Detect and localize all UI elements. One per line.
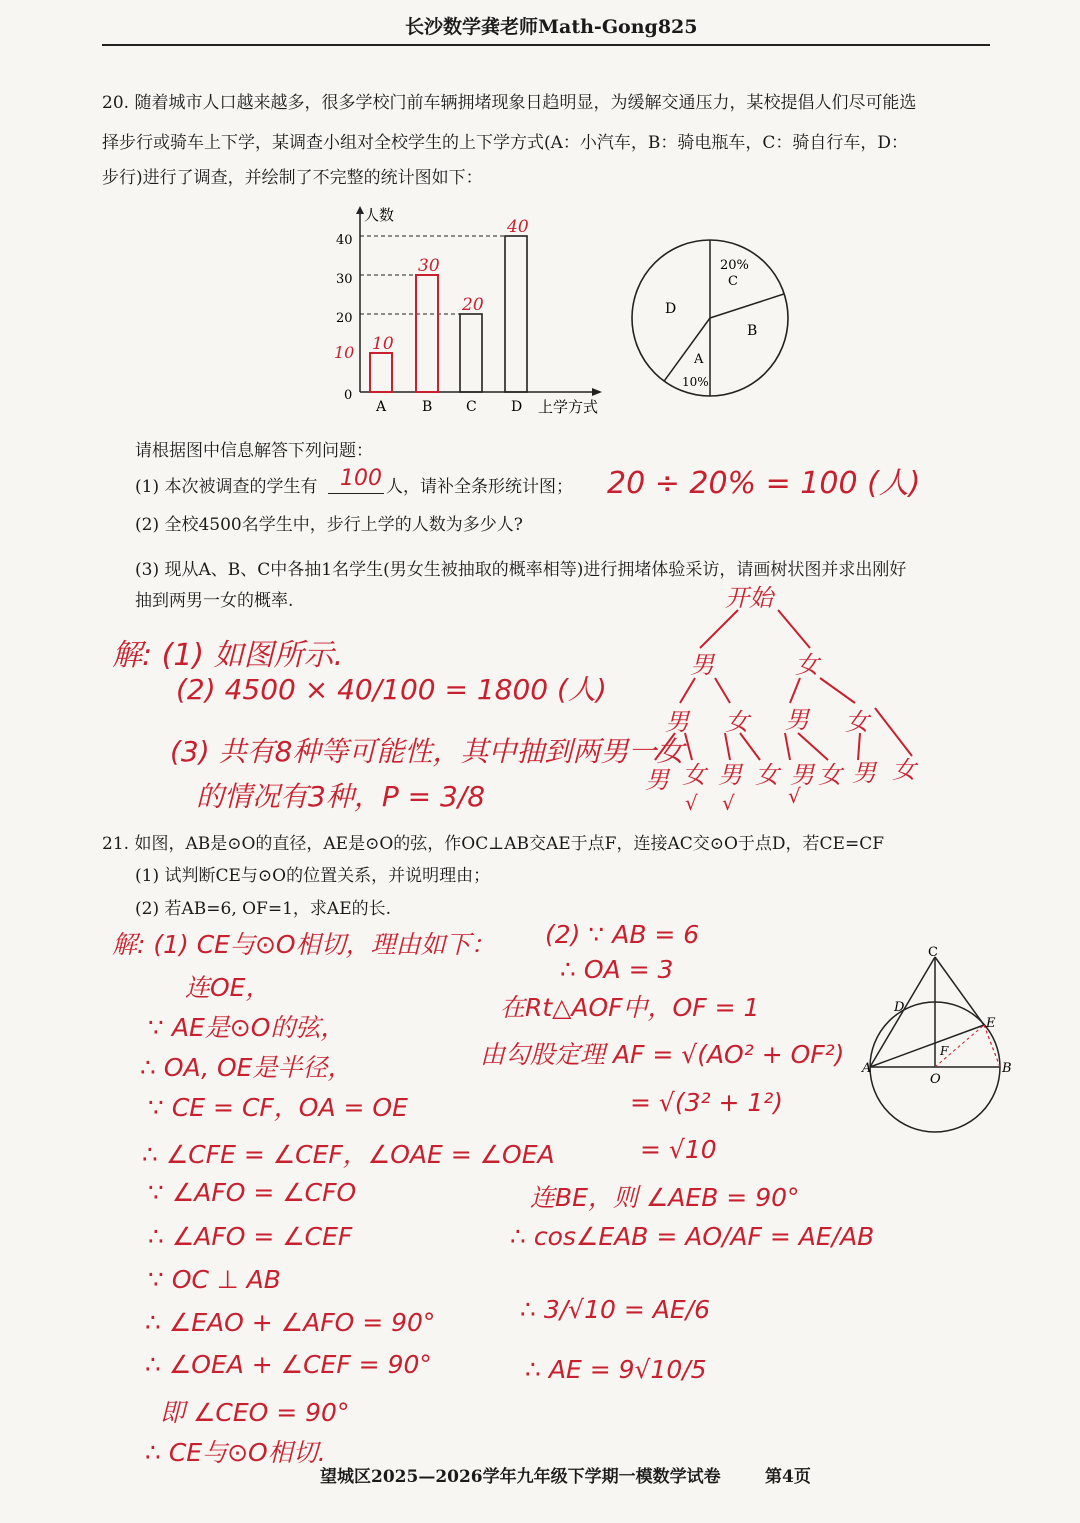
- q20-blank-answer: 100: [340, 466, 382, 491]
- page-header-title: 长沙数学龚老师Math-Gong825: [405, 16, 698, 38]
- q20-sol2: (2) 4500 × 40/100 = 1800 (人): [176, 673, 607, 706]
- q21-right-line: ∴ cos∠EAB = AO/AF = AE/AB: [510, 1222, 875, 1251]
- q21-right-line: ∴ AE = 9√10/5: [525, 1355, 707, 1384]
- tree-l3-7: 女: [892, 756, 916, 784]
- tree-l1-0: 男: [690, 651, 714, 679]
- pie-label-c-percent: 20%: [720, 258, 749, 273]
- fig-label-c: C: [928, 945, 938, 960]
- bar-value-label: 40: [507, 217, 529, 237]
- q20-sol3a: (3) 共有8种等可能性，其中抽到两男一女: [170, 735, 685, 768]
- q21-left-line: ∵ ∠AFO = ∠CFO: [148, 1178, 357, 1207]
- q21-right-line: 由勾股定理 AF = √(AO² + OF²): [480, 1040, 845, 1069]
- pie-label-c: C: [728, 274, 738, 289]
- q20-calc: 20 ÷ 20% = 100 (人): [607, 466, 921, 501]
- q21-right-line: = √10: [640, 1135, 717, 1164]
- q20-sol3b: 的情况有3种，P = 3/8: [196, 780, 486, 813]
- bar-tick-30: 30: [336, 272, 353, 287]
- tree-l3-1: 女: [682, 761, 706, 789]
- q21-line1: 21. 如图，AB是⊙O的直径，AE是⊙O的弦，作OC⊥AB交AE于点F，连接AC交⊙O于点D，若CE=CF: [102, 834, 884, 854]
- tree-diagram: [630, 578, 950, 818]
- bar-chart-xlabel: 上学方式: [538, 398, 599, 416]
- fig-label-d: D: [894, 1000, 905, 1015]
- tree-l3-5: 女: [818, 761, 842, 789]
- q20-part3-line1: (3) 现从A、B、C中各抽1名学生(男女生被抽取的概率相等)进行拥堵体验采访，请画树状图并求出刚好: [135, 560, 907, 580]
- q21-right-line: 连BE，则 ∠AEB = 90°: [530, 1183, 800, 1212]
- q21-right-line: = √(3² + 1²): [630, 1088, 784, 1117]
- tree-l2-3: 女: [845, 708, 869, 736]
- q21-left-line: 解: (1) CE与⊙O相切，理由如下：: [112, 930, 496, 959]
- q21-left-line: ∴ ∠AFO = ∠CEF: [148, 1222, 353, 1251]
- q21-right-line: ∴ OA = 3: [560, 955, 674, 984]
- pie-chart: [610, 218, 810, 418]
- geometry-figure: [860, 945, 1020, 1135]
- bar-y-arrow: [356, 206, 364, 214]
- bar-category-label: B: [422, 399, 433, 415]
- bar-value-label: 20: [462, 295, 484, 315]
- bar-tick-10-handwritten: 10: [334, 343, 355, 362]
- q20-line2: 择步行或骑车上下学，某调查小组对全校学生的上下学方式(A：小汽车，B：骑电瓶车，C：骑自行车，D：: [102, 133, 909, 153]
- q21-left-line: ∴ CE与⊙O相切.: [145, 1438, 326, 1467]
- q20-part1-suffix: 人，请补全条形统计图；: [386, 477, 573, 497]
- q20-part1-prefix: (1) 本次被调查的学生有: [135, 477, 318, 497]
- tree-check-0: √: [685, 791, 698, 815]
- q21-left-line: ∴ ∠EAO + ∠AFO = 90°: [145, 1308, 436, 1337]
- q20-line1: 20. 随着城市人口越来越多，很多学校门前车辆拥堵现象日趋明显，为缓解交通压力，某校提倡人们尽可能选: [102, 93, 917, 113]
- fig-label-f: F: [940, 1044, 949, 1058]
- bar-C: [460, 314, 482, 392]
- fig-label-o: O: [930, 1072, 941, 1087]
- q20-instruction: 请根据图中信息解答下列问题：: [135, 441, 373, 461]
- pie-label-a-percent: 10%: [682, 375, 709, 389]
- pie-label-d: D: [665, 301, 677, 317]
- q21-part2: (2) 若AB=6, OF=1，求AE的长.: [135, 899, 392, 919]
- q20-line3: 步行)进行了调查，并绘制了不完整的统计图如下：: [102, 168, 483, 188]
- tree-root: 开始: [725, 584, 773, 612]
- tree-check-2: √: [788, 784, 801, 808]
- q21-left-line: ∵ AE是⊙O的弦，: [148, 1013, 346, 1042]
- tree-l3-3: 女: [755, 761, 779, 789]
- q20-part2: (2) 全校4500名学生中，步行上学的人数为多少人?: [135, 515, 523, 535]
- tree-l3-0: 男: [645, 766, 669, 794]
- q21-right-line: (2) ∵ AB = 6: [545, 920, 700, 949]
- q21-left-line: ∴ OA, OE是半径，: [140, 1053, 353, 1082]
- bar-tick-20: 20: [336, 311, 353, 326]
- q21-part1: (1) 试判断CE与⊙O的位置关系，并说明理由；: [135, 866, 491, 886]
- bar-x-arrow: [592, 388, 602, 396]
- q21-left-line: 连OE，: [185, 973, 271, 1002]
- bar-category-label: C: [466, 399, 477, 415]
- bar-D: [505, 236, 527, 392]
- bar-category-label: A: [376, 399, 387, 415]
- tree-branches: [655, 610, 912, 760]
- pie-label-b: B: [747, 323, 758, 339]
- tree-l2-2: 男: [785, 706, 809, 734]
- q21-left-line: ∵ CE = CF，OA = OE: [148, 1093, 408, 1122]
- tree-l2-0: 男: [665, 708, 689, 736]
- tree-l3-4: 男: [790, 761, 814, 789]
- q21-left-line: ∵ OC ⊥ AB: [148, 1265, 281, 1294]
- tree-l3-2: 男: [718, 761, 742, 789]
- bar-B: [416, 275, 438, 392]
- bar-category-label: D: [511, 399, 523, 415]
- bar-value-label: 10: [372, 334, 394, 354]
- tree-l2-1: 女: [725, 708, 749, 736]
- q21-right-line: 在Rt△AOF中，OF = 1: [500, 993, 760, 1022]
- tree-l3-6: 男: [852, 759, 876, 787]
- pie-label-a: A: [694, 352, 704, 367]
- q20-sol1: 解: (1) 如图所示.: [112, 638, 344, 673]
- bar-A: [370, 353, 392, 392]
- pie-slice-boundary: [664, 318, 710, 381]
- footer-page: 第4页: [765, 1467, 811, 1487]
- bar-tick-0: 0: [344, 388, 353, 403]
- q21-left-line: 即 ∠CEO = 90°: [160, 1398, 350, 1427]
- fig-label-a: A: [862, 1061, 872, 1076]
- fig-label-e: E: [986, 1016, 996, 1031]
- bar-chart: [320, 198, 610, 423]
- q20-part3-line2: 抽到两男一女的概率.: [135, 591, 294, 611]
- q21-right-line: ∴ 3/√10 = AE/6: [520, 1295, 710, 1324]
- fig-label-b: B: [1002, 1061, 1012, 1076]
- footer-title: 望城区2025—2026学年九年级下学期一模数学试卷: [320, 1467, 721, 1487]
- bar-value-label: 30: [418, 256, 440, 276]
- q20-blank-underline: [328, 493, 384, 494]
- q21-left-line: ∴ ∠OEA + ∠CEF = 90°: [145, 1350, 432, 1379]
- pie-slice-boundary: [710, 294, 784, 318]
- tree-check-1: √: [722, 791, 735, 815]
- tree-l1-1: 女: [795, 651, 819, 679]
- bar-tick-40: 40: [336, 233, 353, 248]
- header-rule: [102, 44, 990, 46]
- q21-left-line: ∴ ∠CFE = ∠CEF，∠OAE = ∠OEA: [142, 1140, 555, 1169]
- bar-chart-ylabel: 人数: [364, 206, 395, 224]
